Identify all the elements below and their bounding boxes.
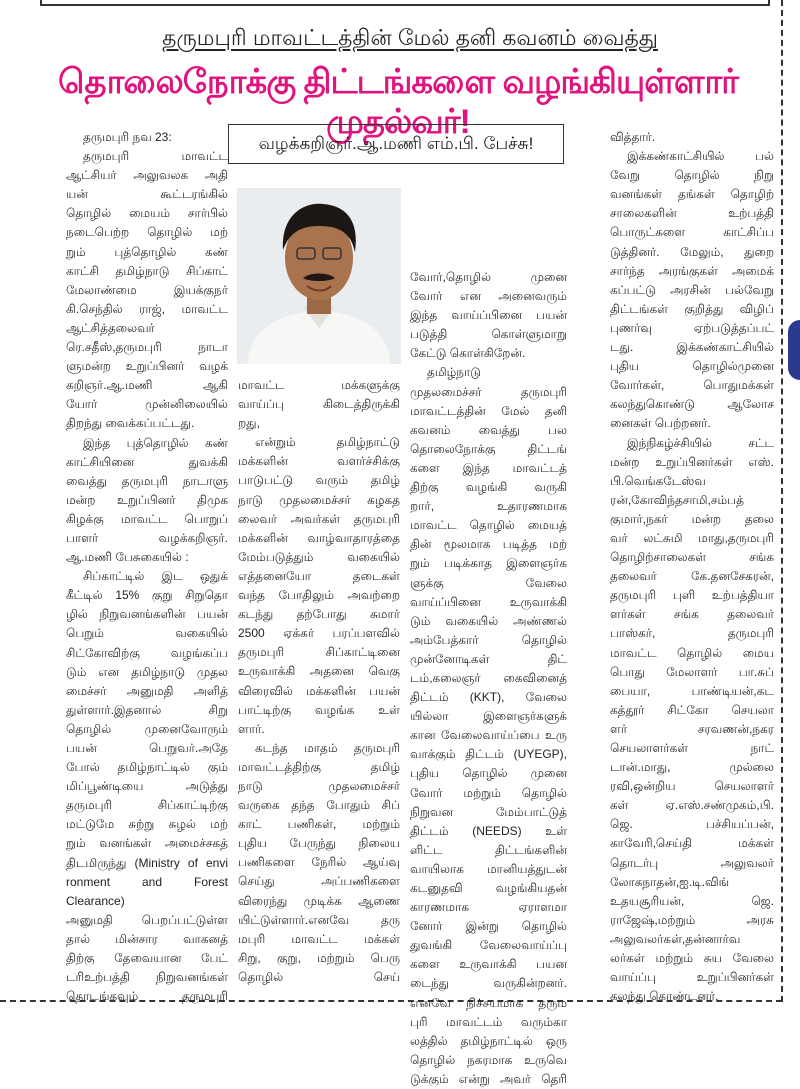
text-line: ஆட்சித்தலைவர்	[66, 320, 155, 335]
text-line: ளர்கள் சங்க தலைவர்	[610, 607, 774, 622]
text-line: இந்த வாய்ப்பினை பயன்	[410, 308, 567, 323]
text-line: றார், உதாரணமாக	[410, 499, 567, 514]
article-paragraph	[610, 434, 774, 1007]
text-line: டரிஉற்பத்தி நிறுவனங்கள்	[66, 970, 228, 985]
text-line: புதிய பேருந்து நிலைய	[238, 836, 400, 851]
text-line: உருவாக்கி அதனை வெகு	[238, 664, 400, 679]
text-line: தருமபுரி சிப்காட்டிற்கு	[66, 798, 228, 813]
text-line: றும் புத்தொழில் கண்	[66, 244, 228, 259]
text-line: அனுமதி பெறப்பட்டுள்ள	[66, 912, 228, 927]
text-line: கிழக்கு மாவட்ட பொறுப்	[66, 511, 228, 526]
text-line: செயலாளர்கள் நாட்	[610, 741, 774, 755]
text-line: ளர் சரவணன்,நகர	[610, 721, 774, 736]
text-line: மாவட்டத்தின் மேல் தனி	[410, 403, 567, 418]
text-line: பொது மேலாளர் பா.சுப்	[610, 664, 774, 679]
column-divider	[781, 0, 783, 1002]
text-line: கலந்து கொண்டனர்.	[610, 989, 719, 1004]
text-line: பாடுபட்டு வரும் தமிழ்	[238, 473, 400, 488]
text-line: கேட்டு கொள்கிறேன்.	[410, 346, 526, 361]
text-line: டும் வகையில் அண்ணல்	[410, 613, 567, 628]
text-line: வாயிலாக மானியத்துடன்	[410, 861, 567, 876]
text-line: எனவே நிச்சயமாக தரும	[410, 995, 567, 1010]
text-line: தொழில் நகரமாக உருவெ	[410, 1052, 567, 1067]
text-line: ளுமன்ற உறுப்பினர் வழக்	[66, 359, 228, 374]
text-line: மக்களின் வாழ்வாதாரத்தை	[238, 530, 400, 545]
text-line: புதிய தொழில்முனை	[610, 359, 774, 374]
article-headline: தொலைநோக்கு திட்டங்களை வழங்கியுள்ளார் முதல்வர்!	[57, 63, 739, 141]
text-line: ழில் நிறுவனங்களின் பயன்	[66, 607, 228, 622]
text-line: விரைந்து முடிக்க ஆணை	[238, 893, 400, 908]
text-line: தின் மூலமாக படித்த மற்	[410, 537, 567, 552]
text-line: படுத்தி கொள்ளுமாறு	[410, 327, 567, 342]
text-line: திட்டம் (NEEDS) உள்	[410, 823, 567, 838]
text-line: யிட்டுள்ளார்.எனவே தரு	[238, 912, 400, 927]
text-line: அம்பேத்கார் தொழில்	[410, 632, 567, 647]
text-line: லர்கள் மற்றும் சுய வேலை	[610, 951, 774, 966]
text-line: பொருட்களை காட்சிப்ப	[610, 225, 774, 240]
text-line: இக்கண்காட்சியில் பல்	[627, 149, 774, 164]
text-line: கி.செந்தில் ராஜ், மாவட்ட	[66, 301, 228, 316]
text-line: பாளர் வழக்கறிஞர்.	[66, 530, 228, 545]
text-line: தொழில் மையம் சார்பில்	[66, 206, 228, 221]
text-line: பெறும் வகையில்	[66, 626, 228, 641]
text-line: வனங்கள் தங்கள் தொழிற்	[610, 187, 774, 202]
text-line: தொடர்பு அலுவலர்	[610, 855, 774, 870]
text-line: வாய்ப்பு உறுப்பினர்கள்	[610, 970, 774, 985]
text-line: திற்கு வழங்கி வருகி	[410, 480, 567, 495]
article-paragraph	[66, 434, 228, 568]
article-paragraph	[66, 567, 228, 1006]
text-line: முதலமைச்சர் தருமபுரி	[410, 384, 567, 399]
text-line: திடமிருந்து (Ministry of envi	[66, 855, 228, 870]
text-line: ஜெ. பச்சியப்பன்,	[610, 817, 774, 832]
text-line: திறந்து வைக்கப்பட்டது.	[66, 416, 195, 431]
text-line: மிப்பூண்டியை அடுத்து	[66, 779, 228, 794]
text-line: யில்லா இளைஞர்களுக்	[410, 709, 567, 724]
text-line: தருமபுரி சிப்காட்டினை	[238, 645, 400, 660]
text-line: மாவட்ட மக்களுக்கு	[238, 378, 400, 392]
text-line: தால் மின்சார வாகனத்	[66, 931, 228, 946]
text-line: மட்டுமே சுற்று சுழல் மற்	[66, 817, 228, 832]
text-line: விரைவில் மக்களின் பயன்	[238, 683, 400, 698]
text-line: னோர் இன்று தொழில்	[410, 919, 567, 934]
text-line: றும் படிக்காத இளைஞர்க	[410, 556, 567, 571]
text-line: கள் ஏ.எஸ்.சண்முகம்,பி.	[610, 798, 774, 813]
text-line: களை இந்த மாவட்டத்	[410, 460, 567, 475]
text-line: ளுக்கு வேலை	[410, 575, 567, 590]
text-line: ரவி,ஒன்றிய செயலாளர்	[610, 779, 774, 794]
article-paragraph	[238, 739, 400, 987]
text-line: இந்த புத்தொழில் கண்	[83, 435, 228, 450]
text-line: வித்தார்.	[610, 130, 656, 144]
text-line: புணர்வு ஏற்படுத்தப்பட்	[610, 320, 774, 335]
text-line: உதயசூரியன், ஜெ.	[610, 893, 774, 908]
text-line: தொடங்கவும் தருமபுரி	[66, 989, 228, 1004]
article-paragraph	[610, 147, 774, 433]
text-line: மேம்படுத்தும் வகையில்	[238, 549, 400, 564]
text-line: பாட்டிற்கு வழங்க உள்	[238, 702, 400, 717]
text-line: லத்தில் தமிழ்நாட்டில் ஒரு	[410, 1033, 567, 1048]
article-paragraph	[410, 268, 567, 363]
text-line: இந்நிகழ்ச்சியில் சட்ட	[627, 435, 774, 450]
text-line: சிறு, குறு, மற்றும் பெரு	[238, 950, 400, 965]
text-line: யன் கூட்டரங்கில்	[66, 187, 228, 202]
text-line: டும் என தமிழ்நாடு முதல	[66, 664, 228, 679]
text-line: கவனம் வைத்து பல	[410, 422, 567, 437]
text-line: தலைவர் கே.தனசேகரன்,	[610, 569, 774, 584]
text-line: ளிட்ட திட்டங்களின்	[410, 842, 567, 857]
text-line: வேறு தொழில் நிறு	[610, 168, 774, 183]
text-line: தருமபுரி புளி உற்பத்தியா	[610, 588, 774, 603]
text-line: களை உருவாக்கி பயன	[410, 957, 567, 972]
text-line: சிட்கோவிற்கு வழங்கப்ப	[66, 645, 228, 660]
article-paragraph	[66, 147, 228, 433]
text-line: மக்களின் வளர்ச்சிக்கு	[238, 454, 400, 469]
text-line: போல் தமிழ்நாட்டில் கும்	[66, 760, 228, 775]
article-column-4	[610, 128, 774, 1006]
text-line: தொழில் முனைவோரும்	[66, 721, 228, 736]
article-column-1	[66, 128, 228, 1006]
text-line: தருமபுரி மாவட்ட	[83, 149, 228, 164]
text-line: வருகை தந்த போதும் சிப்	[238, 798, 400, 813]
text-line: கீட்டில் 15% குறு சிறுதொ	[66, 588, 228, 603]
text-line: நாடு முதலமைச்சர்	[238, 778, 400, 793]
text-line: மேலாண்மை இயக்குநர்	[66, 282, 228, 297]
text-line: லோகநாதன்,ஐ.டி.விங்	[610, 874, 730, 889]
text-line: நிறுவன மேம்பாட்டுத்	[410, 804, 567, 819]
text-line: எத்தனையோ தடைகள்	[238, 568, 400, 583]
text-line: காரணமாக ஏராளமா	[410, 900, 567, 915]
text-line: கடந்து தற்போது சுமார்	[238, 607, 400, 622]
text-line: ரெ.சதீஸ்,தருமபுரி நாடா	[66, 340, 228, 355]
article-paragraph	[610, 128, 774, 147]
text-line: செய்து அப்பணிகளை	[238, 874, 400, 889]
text-line: வாக்கும் திட்டம் (UYEGP),	[410, 747, 567, 762]
text-line: பி.வெங்கடேஸ்வ	[610, 473, 706, 488]
text-line: மாவட்டத்திற்கு தமிழ்	[238, 759, 400, 774]
article-paragraph	[66, 128, 228, 147]
text-line: தொழில் செய்	[238, 969, 400, 984]
text-line: யோர் முன்னிலையில்	[66, 397, 228, 412]
text-line: மன்ற உறுப்பினர் திமுக	[66, 492, 228, 507]
text-line: வாய்ப்பினை உருவாக்கி	[410, 594, 567, 609]
text-line: னைகள் பெற்றனர்.	[610, 416, 711, 431]
text-line: காட்சியினை துவக்கி	[66, 454, 228, 469]
text-line: வாய்ப்பு கிடைத்திருக்கி	[238, 397, 400, 412]
text-line: தொலைநோக்கு திட்டங்	[410, 441, 567, 456]
text-line: மாவட்ட தொழில் மைய	[610, 645, 774, 660]
text-line: அலுவலர்கள்,தன்னார்வ	[610, 931, 741, 946]
text-line: மபுரி மாவட்ட மக்கள்	[238, 931, 400, 946]
text-line: ஆட்சியர் அலுவலக அதி	[66, 168, 228, 183]
text-line: வைத்து தருமபுரி நாடாளு	[66, 473, 228, 488]
text-line: றும் வனங்கள் அமைச்சகத்	[66, 836, 228, 851]
text-line: பாஸ்கர், தருமபுரி	[610, 626, 774, 641]
speaker-photo	[237, 188, 401, 364]
text-line: வோர்கள், பொதுமக்கள்	[610, 378, 774, 393]
text-line: கலந்துகொண்டு ஆலோச	[610, 397, 774, 412]
text-line: தருமபுரி நவ 23:	[83, 130, 172, 144]
text-line: பயன் பெறுவர்.அதே	[66, 741, 228, 755]
text-line: நாடு முதலமைச்சர் கழகத	[238, 492, 400, 507]
text-line: 2500 ஏக்கர் பரப்பளவில்	[238, 626, 400, 641]
article-column-3	[410, 268, 567, 1089]
text-line: சிப்காட்டில் இட ஒதுக்	[83, 569, 228, 584]
text-line: காட் பணிகள், மற்றும்	[238, 817, 400, 832]
article-kicker: தருமபுரி மாவட்டத்தின் மேல் தனி கவனம் வைத்து	[162, 25, 658, 50]
article-paragraph	[238, 376, 400, 433]
text-line: திட்டம் (KKT), வேலை	[410, 690, 567, 705]
text-line: முன்னோடிகள் திட்	[410, 651, 567, 666]
text-line: கடந்த மாதம் தருமபுரி	[255, 740, 400, 755]
text-line: திட்டங்கள் குறித்து விழிப்	[610, 301, 774, 316]
text-line: டுக்கும் என்று அவர் தெரி	[410, 1071, 567, 1086]
text-line: ராஜேஷ்,மற்றும் அரசு	[610, 912, 774, 927]
text-line: தொழிற்சாலைகள் சங்க	[610, 550, 774, 565]
text-line: ronment and Forest Clearance)	[66, 874, 228, 908]
text-line: ளார்.	[238, 721, 265, 736]
text-line: மாவட்ட தொழில் மையத்	[410, 518, 567, 533]
text-line: கான வேலைவாய்ப்பை உரு	[410, 728, 567, 743]
article-paragraph	[238, 433, 400, 739]
text-line: துள்ளார்.இதனால் சிறு	[66, 702, 228, 717]
article-column-2	[238, 376, 400, 987]
text-line: கறிஞர்.ஆ.மணி ஆகி	[66, 378, 228, 393]
text-line: வந்த போதிலும் அவற்றை	[238, 588, 400, 603]
text-line: பணிகளை நேரில் ஆய்வு	[238, 855, 400, 870]
text-line: சார்ந்த அரங்குகள் அமைக்	[610, 263, 774, 278]
text-line: வோர் என அனைவரும்	[410, 289, 567, 304]
text-line: கப்பட்டு அரசின் பல்வேறு	[610, 282, 774, 297]
text-line: றது,	[238, 416, 260, 431]
text-line: பையா, பாண்டியன்,கட	[610, 683, 774, 698]
text-line: திற்கு தேவையான பேட்	[66, 951, 228, 966]
text-line: என்றும் தமிழ்நாட்டு	[255, 435, 400, 450]
adjacent-article-graphic	[788, 320, 800, 380]
text-line: டுத்தினர். மேலும், துறை	[610, 244, 774, 259]
text-line: வர் லட்சுமி மாது,தருமபுரி	[610, 530, 774, 545]
text-line: வோர்,தொழில் முனை	[410, 270, 567, 284]
text-line: டது. இக்கண்காட்சியில்	[610, 340, 774, 355]
text-line: டான்.மாது, முல்லை	[610, 760, 774, 775]
subheading-text: வழக்கறிஞர்.ஆ.மணி எம்.பி. பேச்சு!	[258, 134, 534, 153]
text-line: காட்சி தமிழ்நாடு சிப்காட்	[66, 263, 228, 278]
text-line: புதிய தொழில் முனை	[410, 766, 567, 781]
text-line: குமார்,நகர் மன்ற தலை	[610, 511, 774, 526]
text-line: வோர் மற்றும் தொழில்	[410, 785, 567, 800]
article-paragraph	[410, 363, 567, 1089]
text-line: லைவர் அவர்கள் தருமபுரி	[238, 511, 400, 526]
text-line: ரன்,கோவிந்தசாமி,சம்பத்	[610, 492, 744, 507]
text-line: கத்தூர் சிட்கோ செயலா	[610, 702, 774, 717]
previous-article-border	[40, 0, 770, 6]
text-line: சாலைகளின் உற்பத்தி	[610, 206, 774, 221]
text-line: கடனுதவி வழங்கியதன்	[410, 881, 567, 895]
text-line: ஆ.மணி பேசுகையில் :	[66, 550, 189, 565]
text-line: துவங்கி வேலைவாய்ப்பு	[410, 938, 567, 953]
text-line: மைச்சர் அனுமதி அளித்	[66, 683, 228, 698]
text-line: காவேரி,செய்தி மக்கள்	[610, 836, 774, 851]
text-line: மன்ற உறுப்பினர்கள் எஸ்.	[610, 454, 774, 469]
text-line: நடைபெற்ற தொழில் மற்	[66, 225, 228, 240]
article-subheading	[228, 124, 564, 164]
text-line: தமிழ்நாடு	[427, 365, 481, 380]
text-line: டம்,கலைஞர் கைவினைத்	[410, 670, 567, 685]
text-line: புரி மாவட்டம் வரும்கா	[410, 1014, 567, 1029]
text-line: டைந்து வருகின்றனர்.	[410, 976, 567, 991]
